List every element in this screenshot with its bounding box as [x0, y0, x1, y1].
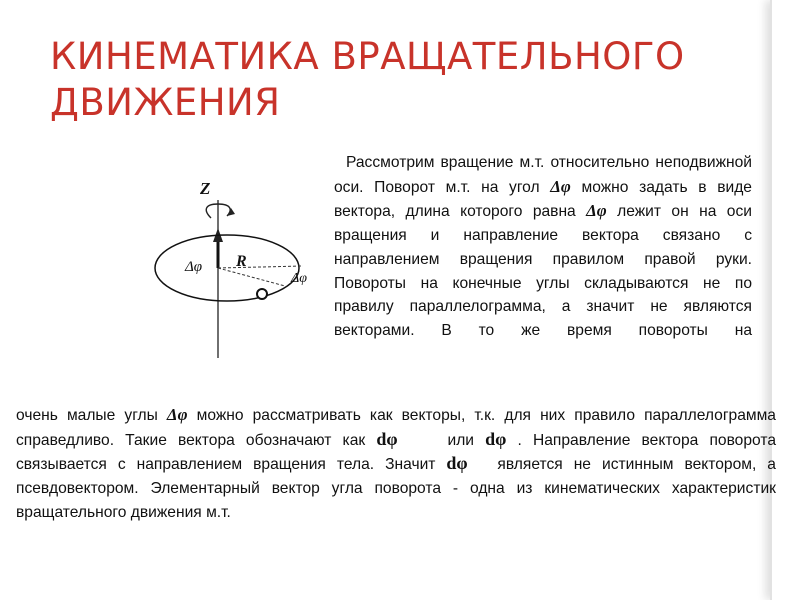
- delta-phi-symbol-1: Δφ: [550, 176, 571, 196]
- bottom-text-part-4: . Направление вектора поворота связывается с направлением вращения тела. Значит: [16, 431, 776, 474]
- bottom-text-part-1: очень малые углы: [16, 407, 167, 424]
- delta-phi-symbol-3: Δφ: [166, 405, 188, 424]
- rotation-diagram: [145, 170, 335, 365]
- top-paragraph-text: [334, 151, 752, 343]
- title-line-1: КИНЕМАТИКА ВРАЩАТЕЛЬНОГО: [50, 35, 685, 78]
- top-text-part-1: Рассмотрим вращение м.т. относительно неподвижной оси. Поворот м.т. на угол: [334, 154, 752, 196]
- delta-phi-symbol-2: Δφ: [586, 201, 607, 221]
- bottom-text-part-3: или: [436, 431, 486, 449]
- top-text-part-2: можно задать в виде вектора, длина которого равна: [334, 178, 752, 221]
- delta-phi-label: Δφ: [291, 271, 307, 286]
- bottom-paragraph: [16, 403, 776, 525]
- rotation-arrowhead: [227, 208, 235, 216]
- slide-title: [50, 34, 750, 126]
- d-phi-vector-1: dφ: [376, 428, 398, 449]
- radius-label: R: [236, 253, 247, 270]
- title-line-2: ДВИЖЕНИЯ: [50, 81, 281, 124]
- d-phi-vector-2: dφ: [485, 428, 507, 449]
- material-point: [257, 289, 267, 299]
- top-text-part-3: лежит он на оси вращения и направление вектора связано с направлением вращения правилом правой руки. Повороты на конечные углы складываются не по правилу параллелограмма, а значит не являются векторами. В то же время повороты на: [334, 203, 752, 339]
- bottom-text-part-5: является не истинным вектором, а псевдовектором. Элементарный вектор угла поворота - одна из кинематических характеристик вращательного движения м.т.: [16, 456, 776, 521]
- radius-line-2: [218, 266, 303, 268]
- bottom-text-part-2: можно рассматривать как векторы, т.к. для них правило параллелограмма справедливо. Такие вектора обозначают как: [16, 407, 776, 449]
- radius-line: [218, 268, 285, 286]
- d-phi-vector-3: dφ: [446, 453, 468, 474]
- angle-vector-label: Δφ: [185, 259, 203, 275]
- top-paragraph: [334, 151, 752, 343]
- orbit-ellipse: [155, 235, 299, 301]
- axis-label-z: Z: [200, 179, 211, 198]
